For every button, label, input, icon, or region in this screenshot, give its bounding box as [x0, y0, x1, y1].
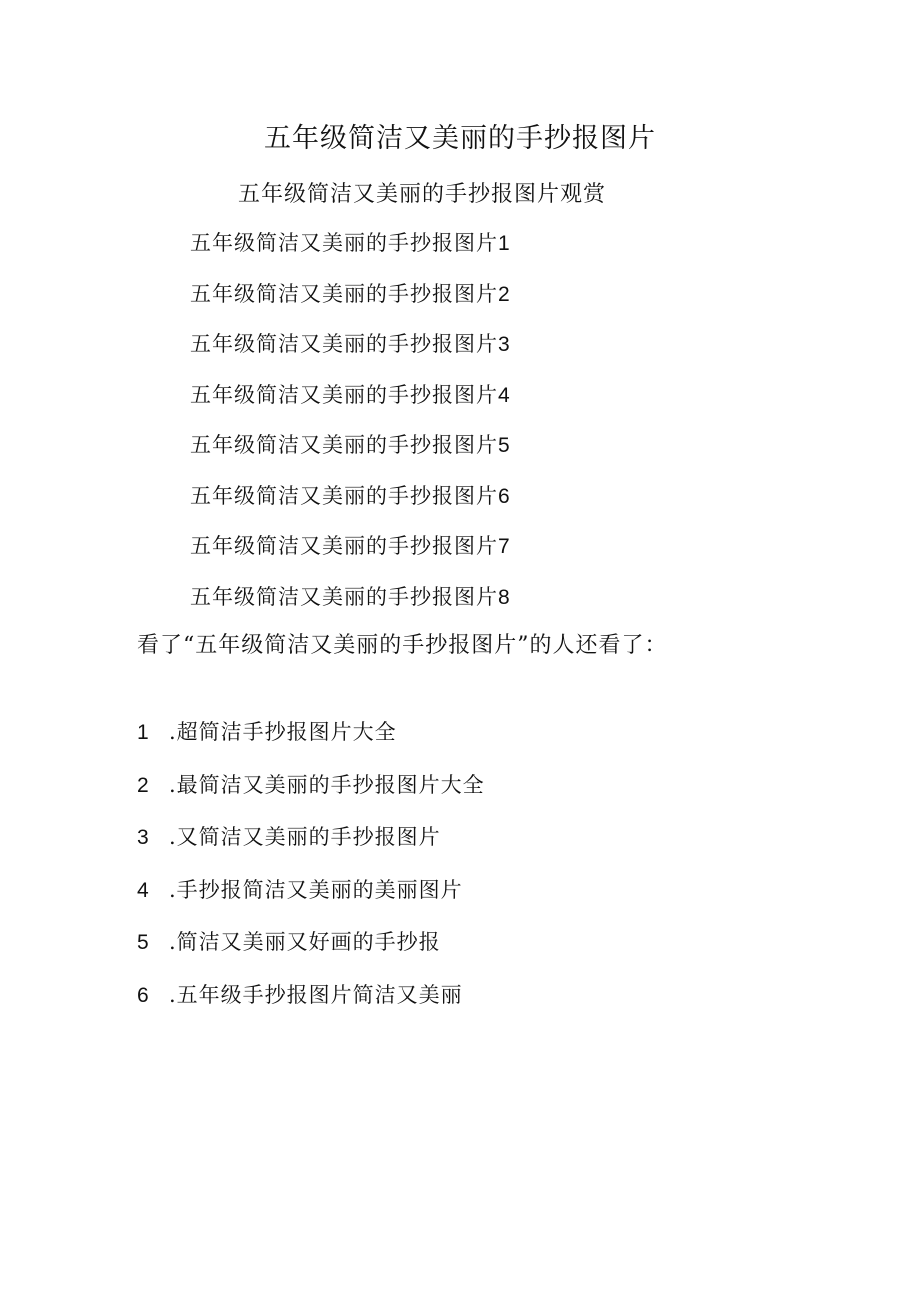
image-item-number: 4	[498, 383, 511, 407]
related-item-index: 1	[137, 721, 150, 744]
image-item-number: 3	[498, 333, 511, 356]
related-item-text: .五年级手抄报图片简洁又美丽	[169, 982, 463, 1007]
related-item-text: .手抄报简洁又美丽的美丽图片	[169, 877, 463, 902]
related-item-index: 6	[137, 983, 150, 1007]
related-item	[137, 769, 485, 822]
related-list	[137, 716, 485, 1031]
page-subtitle: 五年级简洁又美丽的手抄报图片观赏	[238, 182, 607, 207]
image-list-item	[190, 481, 511, 532]
related-item	[137, 874, 485, 927]
related-item-index: 2	[137, 773, 150, 797]
related-item-text: .超简洁手抄报图片大全	[169, 720, 397, 744]
image-list-item	[190, 329, 511, 380]
image-item-number: 1	[498, 232, 511, 255]
related-item-text: .最简洁又美丽的手抄报图片大全	[169, 772, 485, 797]
image-item-number: 7	[498, 535, 511, 558]
image-list-item	[190, 582, 511, 633]
image-list-item	[190, 531, 511, 582]
image-item-number: 6	[498, 484, 511, 508]
image-item-label: 五年级简洁又美丽的手抄报图片	[190, 332, 498, 356]
page-title: 五年级简洁又美丽的手抄报图片	[264, 123, 656, 154]
image-item-number: 8	[498, 585, 511, 609]
related-item	[137, 926, 485, 979]
image-item-label: 五年级简洁又美丽的手抄报图片	[190, 534, 498, 558]
image-item-label: 五年级简洁又美丽的手抄报图片	[190, 584, 498, 609]
image-list-item	[190, 228, 511, 279]
image-item-number: 5	[498, 434, 511, 457]
image-item-label: 五年级简洁又美丽的手抄报图片	[190, 382, 498, 407]
related-item-text: .又简洁又美丽的手抄报图片	[169, 825, 441, 849]
image-item-label: 五年级简洁又美丽的手抄报图片	[190, 483, 498, 508]
image-item-number: 2	[498, 282, 511, 306]
image-item-label: 五年级简洁又美丽的手抄报图片	[190, 433, 498, 457]
related-item	[137, 979, 485, 1032]
also-viewed-heading: 看了“五年级简洁又美丽的手抄报图片”的人还看了：	[137, 633, 668, 658]
image-list-item	[190, 430, 511, 481]
image-list-item	[190, 279, 511, 330]
related-item-index: 4	[137, 878, 150, 902]
related-item-index: 3	[137, 826, 150, 849]
image-item-label: 五年级简洁又美丽的手抄报图片	[190, 281, 498, 306]
image-list	[190, 228, 511, 632]
image-item-label: 五年级简洁又美丽的手抄报图片	[190, 231, 498, 255]
related-item	[137, 821, 485, 874]
related-item-index: 5	[137, 931, 150, 954]
image-list-item	[190, 380, 511, 431]
related-item	[137, 716, 485, 769]
related-item-text: .简洁又美丽又好画的手抄报	[169, 930, 441, 954]
